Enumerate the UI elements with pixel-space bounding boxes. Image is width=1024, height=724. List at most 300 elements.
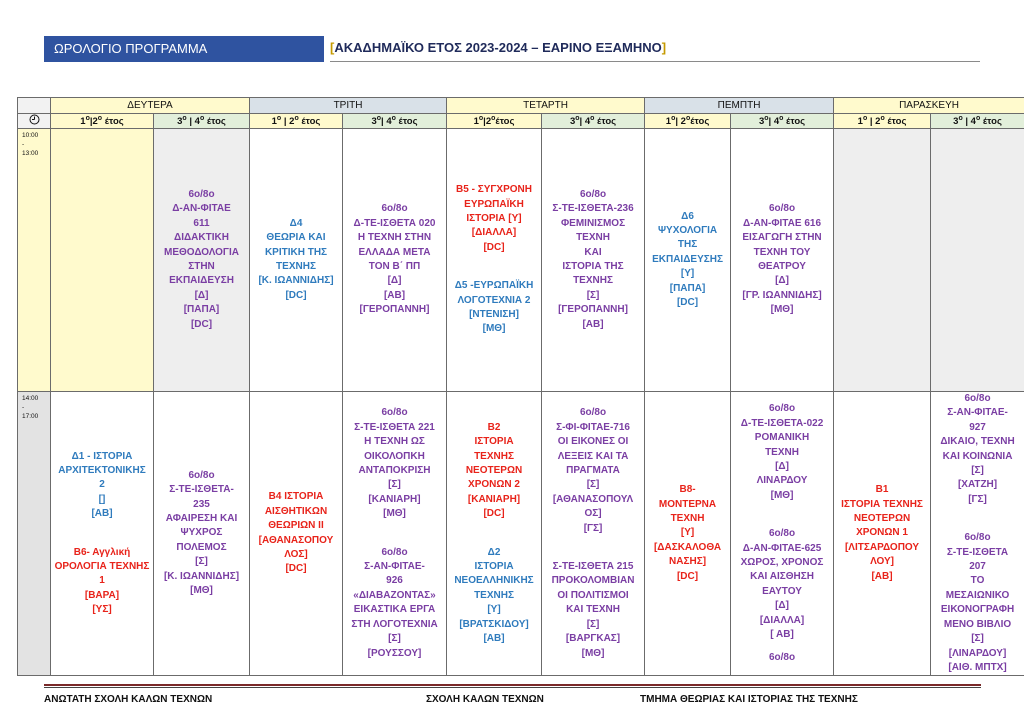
course-line: ΜΕΣΑΙΩΝΙΚΟ bbox=[945, 589, 1010, 601]
course-line: Δ4 bbox=[289, 217, 303, 229]
year-number: 1 bbox=[473, 115, 479, 127]
course-line: Δ-ΑΝ-ΦΙΤΑΕ bbox=[172, 203, 231, 215]
course-line: Σ-ΑΝ-ΦΙΤΑΕ- bbox=[364, 561, 425, 573]
course-line: ΦΕΜΙΝΙΣΜΟΣ bbox=[560, 217, 626, 229]
course-line: Δ-ΑΝ-ΦΙΤΑΕ-625 bbox=[742, 542, 822, 554]
course-line: ΚΑΙ ΑΙΣΘΗΣΗ bbox=[750, 571, 814, 583]
course-line: ΤΕΧΝΗΣ bbox=[573, 275, 613, 287]
year-label: έτος bbox=[204, 115, 226, 127]
year-number: | 4 bbox=[962, 115, 976, 127]
years-row bbox=[18, 114, 1024, 129]
course-line: 6ο/8ο bbox=[768, 528, 796, 540]
course-line: ΧΩΡΟΣ, ΧΡΟΝΟΣ bbox=[740, 557, 824, 569]
course-line bbox=[734, 643, 830, 651]
year-number: |2 bbox=[89, 115, 98, 127]
course-line: ΘΕΩΡΙΑ ΚΑΙ bbox=[266, 232, 326, 244]
course-line: [Σ] bbox=[388, 633, 401, 645]
academic-year-text: ΑΚΑΔΗΜΑΪΚΟ ΕΤΟΣ 2023-2024 – ΕΑΡΙΝΟ ΕΞΑΜΗΝΟ bbox=[334, 40, 662, 55]
course-line: Σ-ΤΕ-ΙΣΘΕΤΑ-236 bbox=[552, 203, 634, 215]
header-divider bbox=[330, 61, 980, 62]
year-number: 1 bbox=[857, 115, 863, 127]
year-header bbox=[250, 114, 343, 129]
course-entry bbox=[542, 188, 644, 332]
course-cell bbox=[542, 392, 645, 676]
course-line: [Δ] bbox=[387, 275, 402, 287]
course-line: Β1 bbox=[875, 484, 889, 496]
course-line: ΕΙΣΑΓΩΓΗ ΣΤΗΝ bbox=[742, 232, 822, 244]
course-line: Β6- Αγγλική bbox=[73, 546, 131, 558]
year-header bbox=[154, 114, 250, 129]
course-line: 6ο/8ο bbox=[579, 407, 607, 419]
course-line: [Δ] bbox=[775, 275, 789, 287]
course-line: [Σ] bbox=[971, 465, 984, 477]
course-line: 6ο/8ο bbox=[381, 203, 408, 215]
course-line: ΔΙΔΑΚΤΙΚΗ bbox=[174, 232, 229, 244]
year-label: έτος bbox=[783, 115, 806, 127]
course-line: ΕΙΚΟΝΟΓΡΑΦΗ bbox=[940, 604, 1015, 616]
course-line: ΚΑΙ ΚΟΙΝΩΝΙΑ bbox=[942, 450, 1013, 462]
course-line: [ΑΙΘ. ΜΠΤΧ] bbox=[948, 661, 1007, 673]
course-line: 926 bbox=[386, 575, 403, 587]
days-row bbox=[18, 98, 1024, 114]
course-line: ΤΕΧΝΗΣ bbox=[474, 589, 514, 601]
course-line: [Σ] bbox=[971, 633, 984, 645]
course-line: ΕΥΡΩΠΑΪΚΗ bbox=[464, 198, 524, 210]
year-suffix: ο bbox=[97, 114, 103, 122]
course-cell bbox=[447, 129, 542, 392]
day-header-friday: ΠΑΡΑΣΚΕΥΗ bbox=[834, 98, 1024, 114]
time-label-line: 17:00 bbox=[22, 413, 39, 420]
day-header-tuesday: ΤΡΙΤΗ bbox=[250, 98, 447, 114]
year-number: 3 bbox=[371, 115, 377, 127]
course-line: ΕΚΠΑΙΔΕΥΣΗ bbox=[169, 275, 234, 287]
year-suffix: ο bbox=[764, 114, 769, 122]
course-line: 1 bbox=[99, 575, 105, 587]
year-number: | 4 bbox=[579, 115, 591, 127]
time-slot-afternoon bbox=[18, 392, 1024, 676]
year-number: | 2 bbox=[675, 115, 686, 127]
course-line: 6ο/8ο bbox=[768, 203, 796, 215]
corner-cell bbox=[18, 98, 51, 114]
course-line: ΣΤΗΝ bbox=[188, 261, 215, 272]
year-number: 1 bbox=[80, 115, 86, 127]
course-line: [ΒΑΡΓΚΑΣ] bbox=[565, 633, 621, 645]
year-suffix: ο bbox=[276, 114, 282, 122]
course-line: 6ο/8ο bbox=[964, 532, 991, 544]
course-line: [ΔΙΑΛΛΑ] bbox=[471, 227, 517, 239]
course-line: ΙΣΤΟΡΙΑ bbox=[474, 436, 514, 448]
course-cell bbox=[447, 392, 542, 676]
course-line: Δ1 - ΙΣΤΟΡΙΑ bbox=[71, 450, 133, 462]
year-suffix: ο bbox=[958, 114, 963, 122]
time-label-line: 14:00 bbox=[22, 395, 39, 402]
course-line: ΙΣΤΟΡΙΑ bbox=[474, 561, 514, 573]
course-line: ΧΡΟΝΩΝ 2 bbox=[468, 479, 520, 491]
course-line: ΚΑΙ bbox=[584, 246, 602, 258]
course-line: ΟΙ ΕΙΚΟΝΕΣ ΟΙ bbox=[557, 436, 629, 448]
course-line: [ΚΑΝΙΑΡΗ] bbox=[467, 493, 521, 505]
course-line: ΛΙΝΑΡΔΟΥ bbox=[756, 475, 808, 487]
course-entry bbox=[931, 392, 1024, 675]
course-line: ΠΟΛΕΜΟΣ bbox=[176, 541, 227, 553]
course-line: 6ο/8ο bbox=[964, 393, 991, 404]
course-line: ΕΙΚΑΣΤΙΚΑ ΕΡΓΑ bbox=[353, 604, 436, 616]
course-line: [ΑΒ] bbox=[871, 570, 893, 582]
course-line: [ΥΣ] bbox=[92, 604, 112, 616]
course-line: ΑΙΣΘΗΤΙΚΩΝ bbox=[264, 505, 328, 517]
year-suffix: ο bbox=[575, 114, 580, 122]
footer-divider-thin bbox=[44, 687, 981, 688]
year-label: έτος bbox=[594, 115, 617, 127]
course-line: ΚΡΙΤΙΚΗ ΤΗΣ bbox=[264, 246, 328, 258]
course-line: 207 bbox=[969, 561, 986, 573]
course-line: ΨΥΧΡΟΣ bbox=[180, 527, 223, 539]
course-line: [Κ. ΙΩΑΝΝΙΔΗΣ] bbox=[258, 275, 334, 287]
course-line: [ΑΘΑΝΑΣΟΠΟΥΛ bbox=[552, 493, 634, 505]
course-line: [Δ] bbox=[194, 289, 209, 301]
year-label: έτος bbox=[884, 115, 907, 127]
year-suffix: ο bbox=[294, 114, 299, 122]
course-line: ΘΕΩΡΙΩΝ ΙΙ bbox=[268, 520, 324, 532]
course-entry bbox=[250, 490, 342, 576]
course-line: [Κ. ΙΩΑΝΝΙΔΗΣ] bbox=[163, 570, 240, 582]
year-number: 1 bbox=[665, 115, 672, 127]
course-line: [Δ] bbox=[775, 461, 789, 473]
course-cell bbox=[731, 129, 834, 392]
course-line: [ΚΑΝΙΑΡΗ] bbox=[368, 493, 421, 505]
course-line: [DC] bbox=[676, 570, 699, 582]
year-header bbox=[731, 114, 834, 129]
course-entry bbox=[645, 483, 730, 584]
course-line: [DC] bbox=[285, 563, 307, 575]
course-line: [ΔΙΑΛΛΑ] bbox=[759, 614, 805, 626]
time-label-line: - bbox=[22, 404, 25, 411]
course-line: 235 bbox=[193, 498, 210, 510]
course-line: [Σ] bbox=[586, 618, 600, 630]
course-line: [ΓΡ. ΙΩΑΝΝΙΔΗΣ] bbox=[742, 289, 822, 301]
course-line: [ΑΒ] bbox=[582, 318, 604, 330]
course-cell bbox=[250, 392, 343, 676]
course-line: ΔΙΚΑΙΟ, ΤΕΧΝΗ bbox=[940, 436, 1015, 448]
course-line: [] bbox=[98, 493, 106, 505]
time-label-line: - bbox=[22, 141, 25, 148]
course-cell bbox=[645, 129, 731, 392]
course-cell bbox=[931, 392, 1024, 676]
course-line: [ΒΑΡΑ] bbox=[84, 589, 120, 601]
course-line: Η ΤΕΧΝΗ ΣΤΗΝ bbox=[357, 232, 432, 244]
course-line: [DC] bbox=[190, 318, 213, 330]
course-line: ΕΚΠΑΙΔΕΥΣΗΣ bbox=[652, 253, 723, 265]
course-line: ΜΟΝΤΕΡΝΑ bbox=[658, 498, 717, 510]
year-suffix: ο bbox=[880, 114, 885, 122]
bracket-close: ] bbox=[661, 40, 667, 55]
course-line: 6ο/8ο bbox=[188, 188, 215, 200]
course-entry bbox=[731, 402, 833, 665]
footer-department: ΤΜΗΜΑ ΘΕΩΡΙΑΣ ΚΑΙ ΙΣΤΟΡΙΑΣ ΤΗΣ ΤΕΧΝΗΣ bbox=[640, 694, 858, 705]
year-number: 3 bbox=[177, 115, 183, 127]
year-suffix: ο bbox=[685, 114, 691, 122]
course-line: [Σ] bbox=[586, 289, 600, 301]
course-line: Σ-ΤΕ-ΙΣΘΕΤΑ- bbox=[169, 484, 234, 496]
course-line: [Υ] bbox=[487, 604, 501, 616]
year-suffix: ο bbox=[182, 114, 187, 122]
course-line: [DC] bbox=[483, 241, 505, 253]
course-line: 6ο/8ο bbox=[381, 546, 408, 558]
course-line: Β2 bbox=[487, 421, 501, 433]
course-entry bbox=[154, 188, 249, 332]
year-label: έτος bbox=[495, 115, 515, 127]
course-entry bbox=[447, 421, 541, 647]
course-entry bbox=[447, 183, 541, 337]
schedule-title: ΩΡΟΛΟΓΙΟ ΠΡΟΓΡΑΜΜΑ bbox=[44, 36, 324, 62]
course-line: [ΓΣ] bbox=[583, 522, 603, 534]
course-line: Σ-ΤΕ-ΙΣΘΕΤΑ 215 bbox=[552, 561, 634, 573]
year-header bbox=[834, 114, 931, 129]
course-line: [DC] bbox=[285, 289, 307, 301]
course-spacer bbox=[450, 522, 538, 546]
course-entry bbox=[250, 217, 342, 303]
year-label: έτος bbox=[102, 115, 124, 127]
course-line: [ΓΣ] bbox=[968, 493, 987, 505]
course-line: ΠΡΑΓΜΑΤΑ bbox=[566, 465, 620, 477]
course-line: [ΜΘ] bbox=[770, 304, 794, 316]
course-line: [ΒΡΑΤΣΚΙΔΟΥ] bbox=[459, 618, 529, 630]
footer-school: ΣΧΟΛΗ ΚΑΛΩΝ ΤΕΧΝΩΝ bbox=[426, 694, 544, 705]
footer-institution: ΑΝΩΤΑΤΗ ΣΧΟΛΗ ΚΑΛΩΝ ΤΕΧΝΩΝ bbox=[44, 694, 213, 705]
course-cell bbox=[51, 129, 154, 392]
course-line: ΘΕΑΤΡΟΥ bbox=[758, 261, 806, 272]
course-line: ΛΟΣ] bbox=[284, 549, 308, 561]
course-entry bbox=[343, 406, 446, 661]
year-number: | 2 bbox=[281, 115, 295, 127]
course-line: [ΛΙΤΣΑΡΔΟΠΟΥ bbox=[844, 541, 920, 553]
course-line: 611 bbox=[193, 217, 210, 229]
course-spacer bbox=[346, 522, 443, 546]
course-line: ΤΟ bbox=[970, 575, 985, 587]
course-line: ΝΕΟΤΕΡΩΝ bbox=[853, 513, 911, 525]
year-suffix: ο bbox=[491, 114, 496, 122]
time-label-line: 10:00 bbox=[22, 132, 39, 139]
course-line: ΤΗΣ bbox=[677, 239, 698, 251]
course-line: ΑΡΧΙΤΕΚΤΟΝΙΚΗΣ bbox=[58, 465, 146, 477]
time-slot-morning bbox=[18, 129, 1024, 392]
course-line: [ΜΘ] bbox=[770, 489, 794, 501]
course-entry bbox=[542, 406, 644, 661]
course-line: ΙΣΤΟΡΙΑ ΤΗΣ bbox=[562, 261, 624, 272]
course-line: ΙΣΤΟΡΙΑ [Υ] bbox=[466, 212, 522, 224]
course-line: [ΛΙΝΑΡΔΟΥ] bbox=[948, 647, 1007, 659]
course-line: 2 bbox=[99, 479, 105, 491]
course-line: [DC] bbox=[483, 508, 505, 520]
course-cell bbox=[51, 392, 154, 676]
course-line: ΙΣΤΟΡΙΑ ΤΕΧΝΗΣ bbox=[841, 498, 923, 510]
academic-year-title bbox=[330, 38, 666, 58]
course-line: ΛΟΥ] bbox=[870, 556, 894, 568]
year-label: έτος bbox=[980, 115, 1002, 127]
course-line: ΤΕΧΝΗ bbox=[670, 513, 705, 525]
course-line: ΜΕΝΟ ΒΙΒΛΙΟ bbox=[943, 618, 1012, 630]
course-spacer bbox=[450, 255, 538, 279]
course-line: [ΜΘ] bbox=[190, 585, 213, 597]
course-line: [ΔΑΣΚΑΛΟΘΑ bbox=[653, 541, 722, 553]
course-line: [ΠΑΠΑ] bbox=[183, 304, 220, 316]
year-number: | 2 bbox=[867, 115, 881, 127]
course-line: ΜΕΘΟΔΟΛΟΓΙΑ bbox=[164, 246, 239, 258]
course-line: [Σ] bbox=[388, 479, 401, 491]
year-suffix: ο bbox=[199, 114, 205, 122]
year-number: | 4 bbox=[186, 115, 200, 127]
year-number: | 4 bbox=[768, 115, 780, 127]
day-header-thursday: ΠΕΜΠΤΗ bbox=[645, 98, 834, 114]
course-line: ΤΟΝ Β΄ ΠΠ bbox=[368, 261, 421, 272]
year-suffix: ο bbox=[671, 114, 676, 122]
course-cell bbox=[645, 392, 731, 676]
course-line: ΟΙ ΠΟΛΙΤΙΣΜΟΙ bbox=[557, 589, 629, 601]
time-label-line: 13:00 bbox=[22, 150, 39, 157]
year-label: έτος bbox=[690, 115, 710, 127]
course-line: 6ο/8ο bbox=[188, 469, 215, 481]
course-line: 6ο/8ο bbox=[381, 407, 408, 419]
course-line: ΡΟΜΑΝΙΚΗ bbox=[754, 432, 810, 444]
course-cell bbox=[154, 392, 250, 676]
year-suffix: ο bbox=[590, 114, 595, 122]
course-line: Β8- bbox=[679, 484, 696, 496]
day-header-monday: ΔΕΥΤΕΡΑ bbox=[51, 98, 250, 114]
course-line: ΚΑΙ ΤΕΧΝΗ bbox=[566, 604, 620, 616]
course-line: 6ο/8ο bbox=[768, 651, 796, 663]
course-entry bbox=[343, 202, 446, 317]
course-line: Δ6 bbox=[681, 210, 694, 222]
course-line: [ΜΘ] bbox=[383, 508, 406, 520]
course-line: [ΑΒ] bbox=[91, 508, 113, 520]
year-number: 3 bbox=[758, 115, 765, 127]
course-line: Δ2 bbox=[487, 546, 501, 558]
year-number: 3 bbox=[569, 115, 576, 127]
year-suffix: ο bbox=[391, 114, 396, 122]
year-header bbox=[645, 114, 731, 129]
day-header-wednesday: ΤΕΤΑΡΤΗ bbox=[447, 98, 645, 114]
course-line: 6ο/8ο bbox=[579, 188, 607, 200]
year-header bbox=[931, 114, 1024, 129]
year-number: |2 bbox=[483, 115, 492, 127]
course-line: [DC] bbox=[676, 297, 699, 309]
course-line: [ΧΑΤΖΗ] bbox=[957, 479, 998, 491]
course-line: Η ΤΕΧΝΗ ΩΣ bbox=[364, 436, 425, 448]
course-spacer bbox=[54, 522, 150, 546]
course-line: ΕΑΥΤΟΥ bbox=[762, 585, 802, 597]
bracket-open: [ bbox=[330, 40, 335, 55]
year-suffix: ο bbox=[862, 114, 868, 122]
course-cell bbox=[931, 129, 1024, 392]
course-line: ΟΡΟΛΟΓΙΑ ΤΕΧΝΗΣ bbox=[54, 561, 150, 573]
course-line: [Υ] bbox=[680, 268, 695, 280]
year-suffix: ο bbox=[779, 114, 784, 122]
course-line: Δ-ΤΕ-ΙΣΘΕΤΑ-022 bbox=[740, 417, 824, 429]
course-cell bbox=[343, 392, 447, 676]
course-line: [Δ] bbox=[775, 600, 789, 612]
course-line: ΨΥΧΟΛΟΓΙΑ bbox=[657, 224, 718, 236]
course-line: Δ5 -ΕΥΡΩΠΑΪΚΗ bbox=[454, 280, 534, 292]
course-line: ΤΕΧΝΗ bbox=[576, 232, 610, 244]
course-line: [Υ] bbox=[680, 527, 695, 539]
course-line: ΛΕΞΕΙΣ ΚΑΙ ΤΑ bbox=[557, 450, 629, 462]
course-cell bbox=[834, 129, 931, 392]
year-suffix: ο bbox=[85, 114, 90, 122]
year-number: | 4 bbox=[381, 115, 392, 127]
year-header bbox=[447, 114, 542, 129]
course-line: Σ-ΤΕ-ΙΣΘΕΤΑ bbox=[946, 546, 1009, 558]
course-cell bbox=[542, 129, 645, 392]
course-line: [Σ] bbox=[586, 479, 600, 491]
course-cell bbox=[731, 392, 834, 676]
course-entry bbox=[731, 202, 833, 317]
course-line: 927 bbox=[969, 421, 986, 433]
year-suffix: ο bbox=[975, 114, 981, 122]
course-line: [ΜΘ] bbox=[581, 647, 605, 659]
course-line: Β4 ΙΣΤΟΡΙΑ bbox=[268, 491, 324, 503]
year-number: 1 bbox=[271, 115, 277, 127]
course-line: ΝΕΟΤΕΡΩΝ bbox=[465, 465, 523, 477]
course-entry bbox=[645, 210, 730, 311]
course-line: [ΝΤΕΝΙΣΗ] bbox=[469, 309, 519, 321]
course-line: ΑΦΑΙΡΕΣΗ ΚΑΙ bbox=[165, 513, 238, 525]
course-spacer bbox=[934, 507, 1021, 531]
course-line: ΑΝΤΑΠΟΚΡΙΣΗ bbox=[358, 465, 431, 477]
course-line: ΣΤΗ ΛΟΓΟΤΕΧΝΙΑ bbox=[351, 618, 438, 630]
course-line: ΤΕΧΝΗ ΤΟΥ bbox=[753, 246, 811, 258]
course-line: Σ-ΤΕ-ΙΣΘΕΤΑ 221 bbox=[354, 421, 435, 433]
course-line: [ΡΟΥΣΣΟΥ] bbox=[367, 647, 422, 659]
course-line: ΛΟΓΟΤΕΧΝΙΑ 2 bbox=[457, 294, 531, 306]
course-line: «ΔΙΑΒΑΖΟΝΤΑΣ» bbox=[353, 589, 436, 601]
course-line: ΧΡΟΝΩΝ 1 bbox=[856, 527, 908, 539]
course-line: 6ο/8ο bbox=[768, 403, 796, 415]
course-line: ΝΕΟΕΛΛΗΝΙΚΗΣ bbox=[454, 575, 534, 587]
footer-divider bbox=[44, 684, 981, 686]
course-line: [ΑΒ] bbox=[383, 289, 406, 301]
course-line: ΤΕΧΝΗ bbox=[765, 446, 799, 458]
year-header bbox=[51, 114, 154, 129]
year-number: 3 bbox=[953, 115, 959, 127]
year-header bbox=[542, 114, 645, 129]
course-line: ΟΙΚΟΛΟΠΚΗ bbox=[364, 450, 425, 462]
course-cell bbox=[250, 129, 343, 392]
course-line: [ΓΕΡΟΠΑΝΝΗ] bbox=[558, 304, 628, 316]
course-spacer bbox=[545, 536, 641, 560]
course-cell bbox=[343, 129, 447, 392]
course-line: Β5 - ΣΥΓΧΡΟΝΗ bbox=[456, 184, 532, 196]
course-spacer bbox=[734, 503, 830, 527]
course-entry bbox=[154, 469, 249, 599]
course-line: [ ΑΒ] bbox=[770, 629, 794, 641]
course-line: Δ-ΑΝ-ΦΙΤΑΕ 616 bbox=[743, 217, 822, 229]
course-line: Δ-ΤΕ-ΙΣΘΕΤΑ 020 bbox=[353, 217, 436, 229]
course-line: ΤΕΧΝΗΣ bbox=[474, 450, 514, 462]
clock-icon-cell bbox=[18, 114, 51, 129]
course-line: ΝΑΣΗΣ] bbox=[669, 556, 707, 568]
year-suffix: ο bbox=[376, 114, 382, 122]
timetable bbox=[17, 97, 1024, 676]
course-entry bbox=[834, 483, 930, 584]
course-line: [ΜΘ] bbox=[482, 323, 506, 335]
time-label-afternoon bbox=[18, 392, 51, 676]
course-line: Σ-ΦΙ-ΦΙΤΑΕ-716 bbox=[556, 421, 630, 433]
course-line: [ΑΒ] bbox=[483, 633, 505, 645]
course-line: ΤΕΧΝΗΣ bbox=[276, 261, 316, 272]
year-label: έτος bbox=[298, 115, 321, 127]
course-line: [Σ] bbox=[195, 556, 208, 568]
course-line: Σ-ΑΝ-ΦΙΤΑΕ- bbox=[947, 407, 1008, 419]
